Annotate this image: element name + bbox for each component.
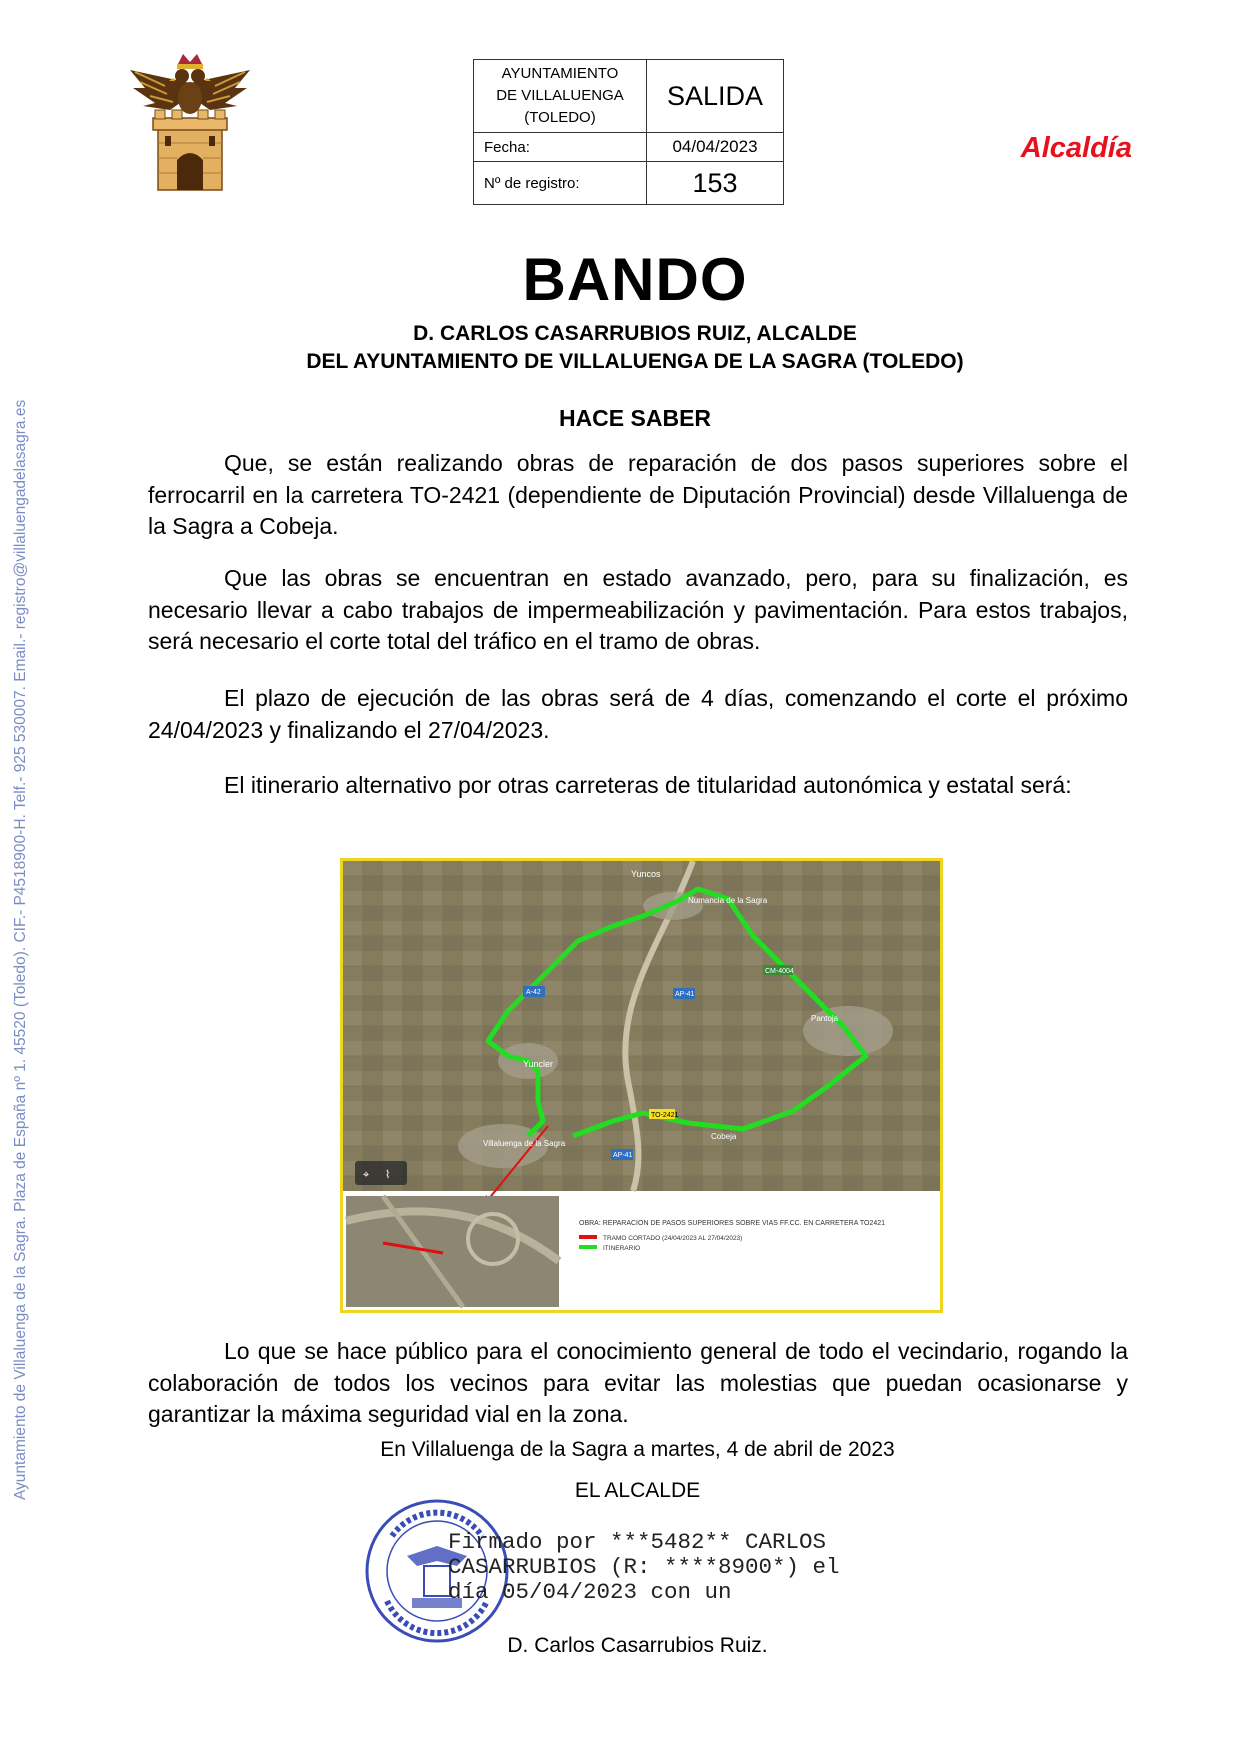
registry-org-line: AYUNTAMIENTO [501,65,619,82]
dateline: En Villaluenga de la Sagra a martes, 4 de abril de 2023 [380,1438,895,1461]
document-title: BANDO [522,246,748,313]
map-road-label: AP-41 [613,1152,633,1159]
registry-number-label: Nº de registro: [474,162,647,205]
map-road-label: AP-41 [675,991,695,998]
map-legend-item: TRAMO CORTADO (24/04/2023 AL 27/04/2023) [603,1235,743,1242]
registry-org-line: DE VILLALUENGA [496,87,624,104]
route-map [343,861,940,1310]
registry-date-label: Fecha: [474,133,647,162]
map-legend-item: ITINERARIO [603,1245,641,1252]
signer-title: EL ALCALDE [574,1479,701,1502]
alcaldia-label: Alcaldía [1020,132,1132,164]
map-place-label: Cobeja [711,1132,737,1141]
location-pin-icon[interactable]: ⌖ [363,1168,370,1181]
registry-org-line: (TOLEDO) [524,109,596,126]
map-road-label: TO-2421 [651,1112,679,1119]
mayor-line-1: D. CARLOS CASARRUBIOS RUIZ, ALCALDE [413,322,857,345]
paragraph: El plazo de ejecución de las obras será de 4 días, comenzando el corte el próximo 24/04/2023 y finalizando el 27/04/2023. [148,685,1128,743]
paragraph: Lo que se hace público para el conocimiento general de todo el vecindario, rogando la colaboración de todos los vecinos para evitar las molestias que puedan ocasionarse y garantizar la máxima seguridad vial en la zona. [148,1338,1128,1427]
route-map-figure [340,858,943,1313]
registry-org [474,60,647,133]
map-place-label: Pantoja [811,1014,839,1023]
hace-saber-heading: HACE SABER [558,405,712,431]
map-place-label: Yuncos [631,869,661,879]
map-place-label: Numancia de la Sagra [688,896,768,905]
digital-signature-text: Firmado por ***5482** CARLOS CASARRUBIOS (R: ****8900*) el día 05/04/2023 con un [448,1529,840,1605]
registry-date-value: 04/04/2023 [647,133,784,162]
registry-type: SALIDA [647,60,784,133]
registry-number-value: 153 [647,162,784,205]
map-place-label: Villaluenga de la Sagra [483,1139,566,1148]
legend-swatch-closed [579,1235,597,1239]
signer-name: D. Carlos Casarrubios Ruiz. [507,1634,768,1657]
paragraph: Que, se están realizando obras de reparación de dos pasos superiores sobre el ferrocarril en la carretera TO-2421 (dependiente de Diputación Provincial) desde Villaluenga de la Sagra a Cobeja. [148,450,1128,539]
registry-stamp-box [473,59,784,205]
map-place-label: Yuncler [523,1059,554,1069]
map-road-label: CM-4004 [765,968,794,975]
legend-swatch-route [579,1245,597,1249]
map-road-label: A-42 [526,989,541,996]
paragraph: Que las obras se encuentran en estado avanzado, pero, para su finalización, es necesario llevar a cabo trabajos de impermeabilización y pavimentación. Para estos trabajos, será necesario el corte total del tráfico en el tramo de obras. [148,565,1128,654]
paragraph: El itinerario alternativo por otras carreteras de titularidad autonómica y estatal será: [224,772,1072,798]
mayor-line-2: DEL AYUNTAMIENTO DE VILLALUENGA DE LA SAGRA (TOLEDO) [306,350,964,373]
map-legend-title: OBRA: REPARACION DE PASOS SUPERIORES SOBRE VIAS FF.CC. EN CARRETERA TO2421 [579,1220,886,1227]
coat-of-arms-logo [125,48,255,198]
sidebar-contact-text: Ayuntamiento de Villaluenga de la Sagra. Plaza de España nº 1. 45520 (Toledo). CIF.- P4518900-H. Telf.- 925 530007. Email.- registro@villaluengadelasagra.es [12,399,29,1500]
route-icon[interactable]: ⌇ [385,1168,391,1181]
